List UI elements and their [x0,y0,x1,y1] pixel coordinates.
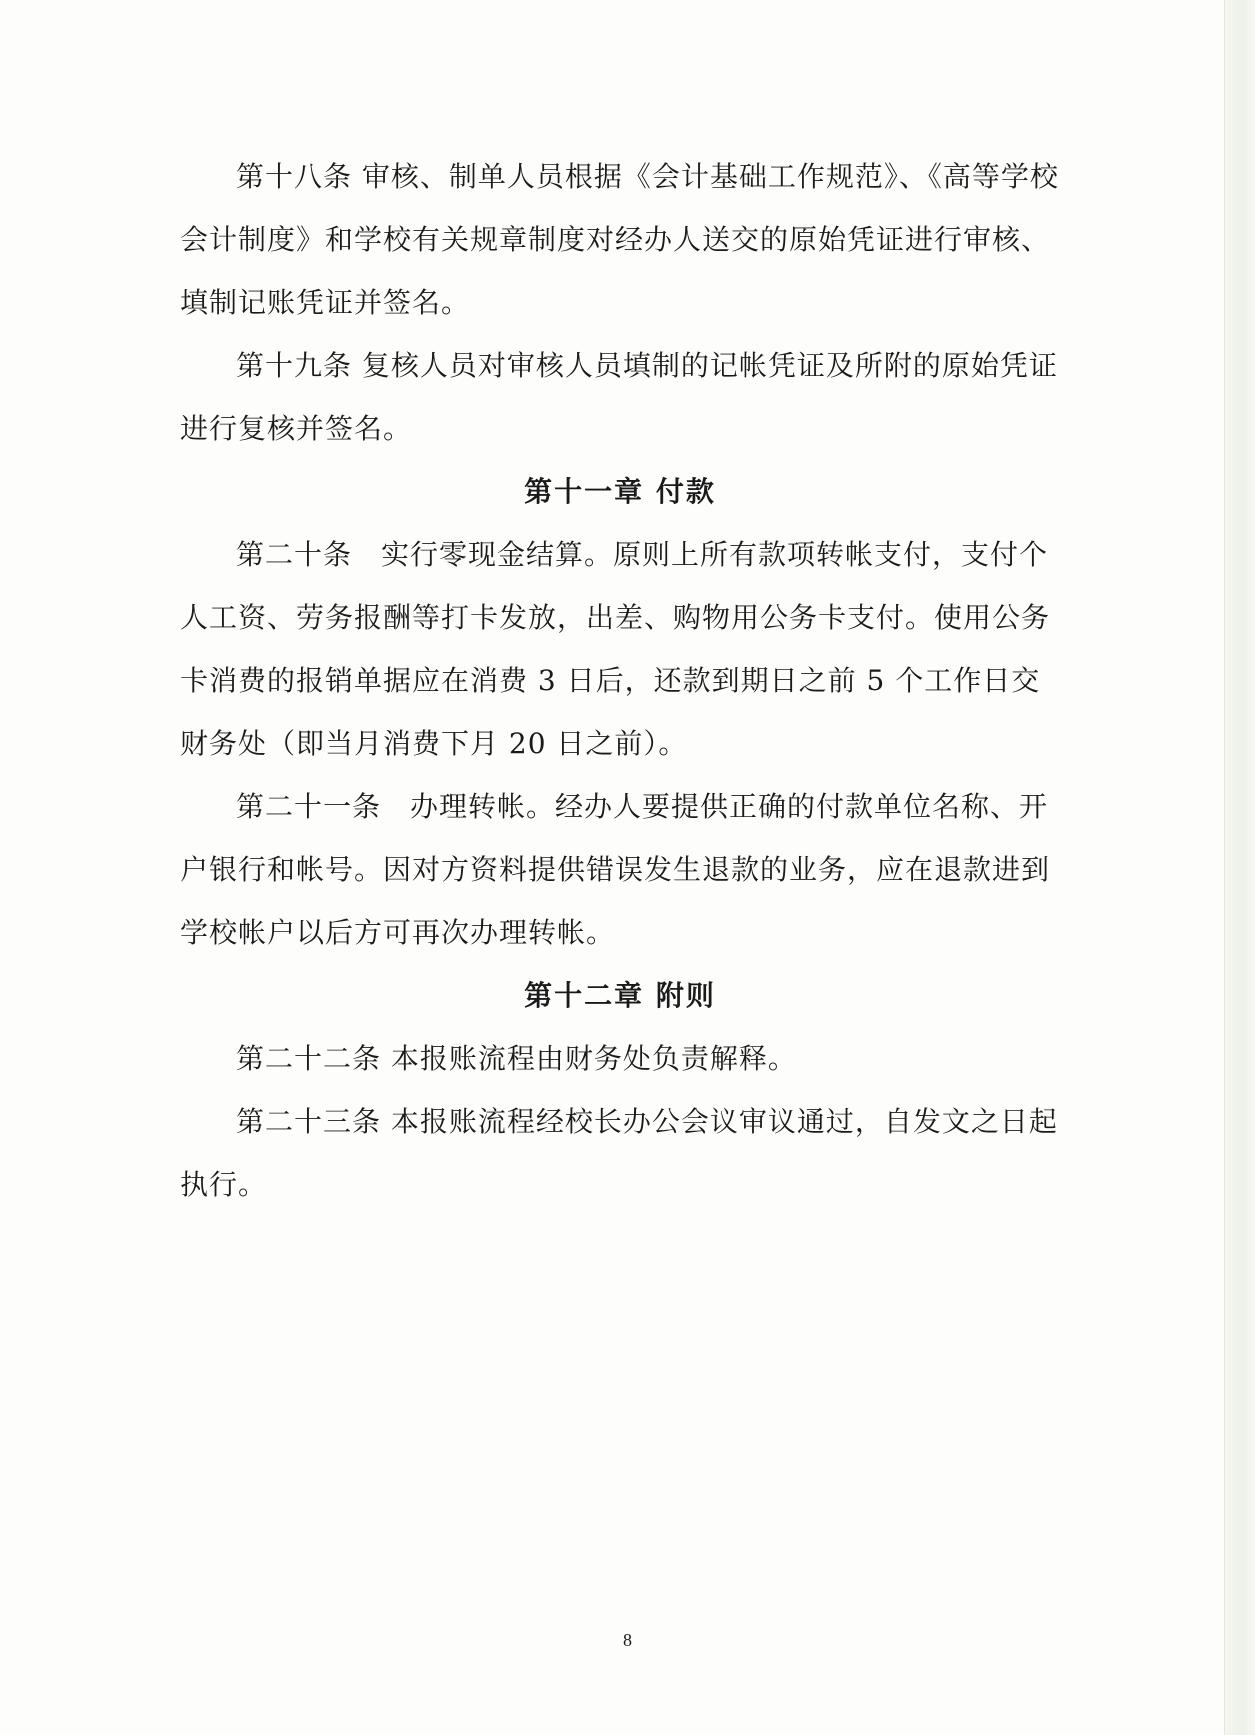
article-18: 第十八条 审核、制单人员根据《会计基础工作规范》、《高等学校会计制度》和学校有关规章制度对经办人送交的原始凭证进行审核、填制记账凭证并签名。 [180,160,1059,319]
article-19: 第十九条 复核人员对审核人员填制的记帐凭证及所附的原始凭证进行复核并签名。 [180,349,1058,445]
document-body [180,145,1060,1216]
chapter-11-title: 第十一章 付款 [524,475,716,508]
scan-margin-line [1224,0,1225,1735]
chapter-12-title: 第十二章 附则 [524,979,716,1012]
article-21: 第二十一条 办理转帐。经办人要提供正确的付款单位名称、开户银行和帐号。因对方资料提供错误发生退款的业务，应在退款进到学校帐户以后方可再次办理转帐。 [180,790,1051,949]
article-20: 第二十条 实行零现金结算。原则上所有款项转帐支付，支付个人工资、劳务报酬等打卡发放，出差、购物用公务卡支付。使用公务卡消费的报销单据应在消费 3 日后，还款到期日之前 5 个工作日交财务处（即当月消费下月 20 日之前）。 [180,538,1051,760]
page-number: 8 [623,1630,632,1650]
article-23: 第二十三条 本报账流程经校长办公会议审议通过，自发文之日起执行。 [180,1105,1058,1201]
article-22: 第二十二条 本报账流程由财务处负责解释。 [236,1042,797,1075]
scan-margin-edge [1225,0,1255,1735]
